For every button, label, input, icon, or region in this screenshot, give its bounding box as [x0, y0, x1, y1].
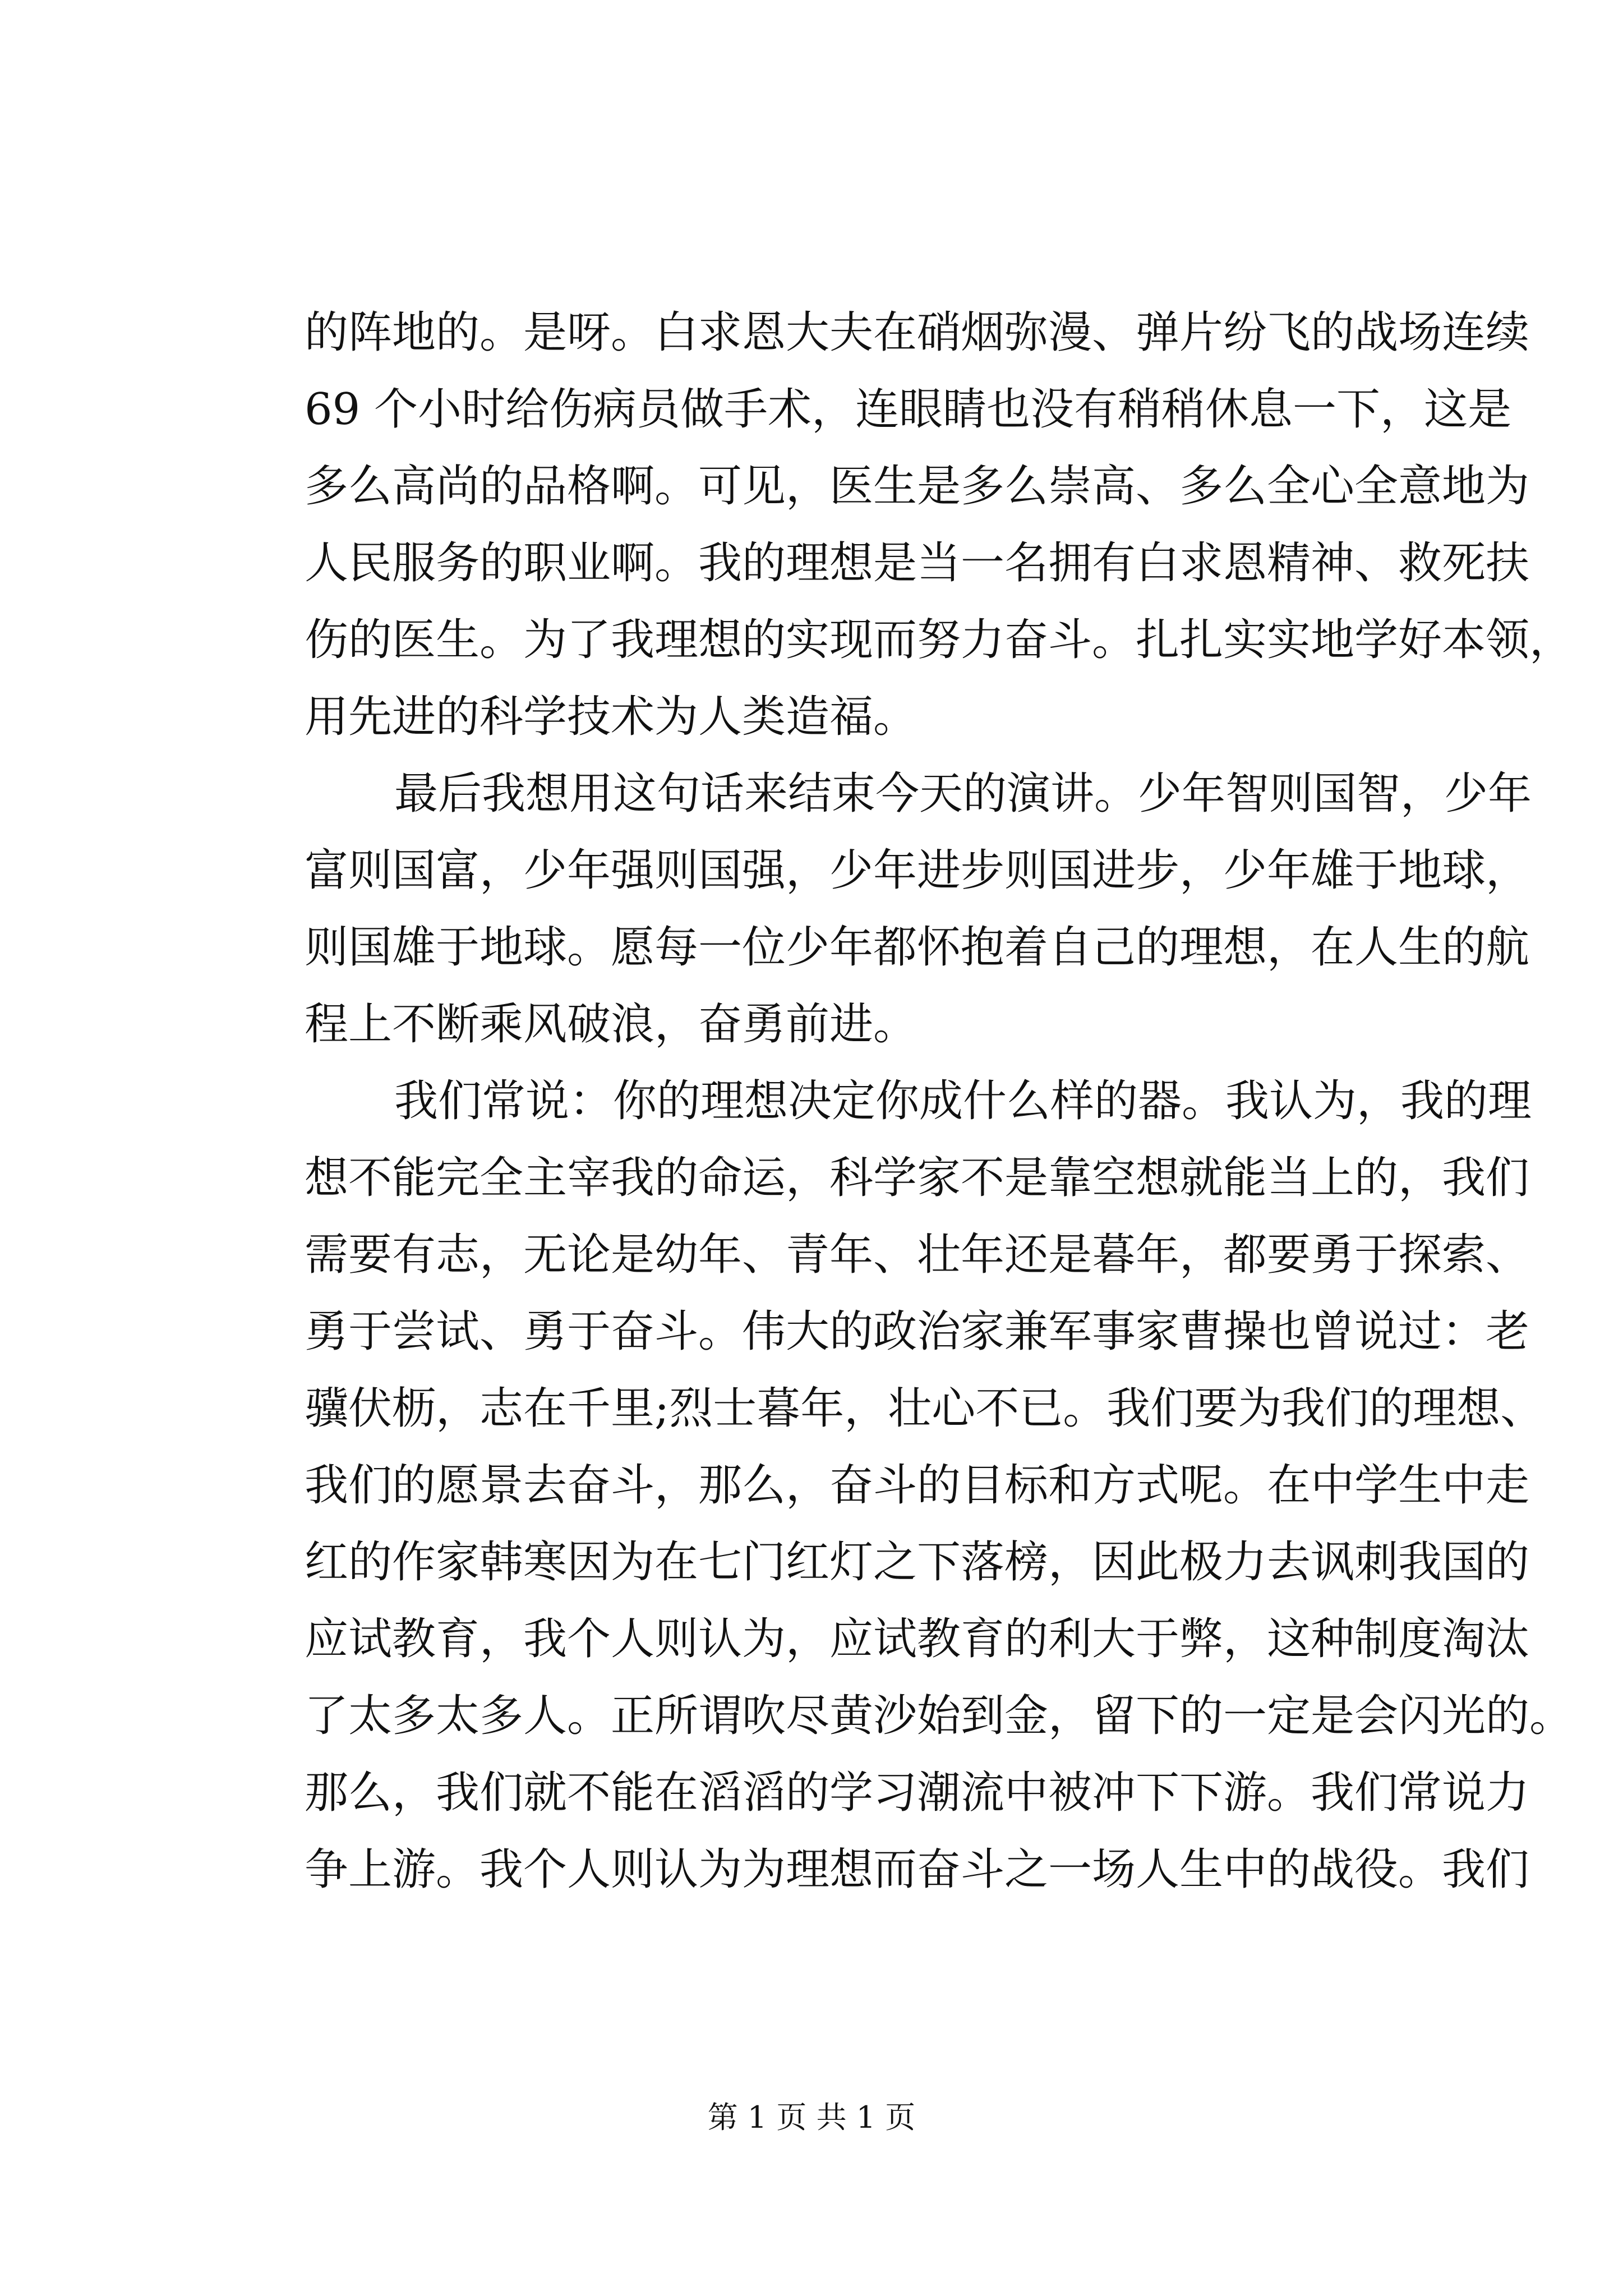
text-line: 用先进的科学技术为人类造福。: [305, 692, 917, 742]
text-line: 多么高尚的品格啊。可见，医生是多么崇高、多么全心全意地为: [305, 461, 1530, 512]
text-line: 最后我想用这句话来结束今天的演讲。少年智则国智，少年: [394, 769, 1532, 819]
text-line: 那么，我们就不能在滔滔的学习潮流中被冲下下游。我们常说力: [305, 1768, 1530, 1818]
text-line: 则国雄于地球。愿每一位少年都怀抱着自己的理想，在人生的航: [305, 922, 1530, 973]
text-line: 程上不断乘风破浪，奋勇前进。: [305, 999, 917, 1050]
page-footer: 第 1 页 共 1 页: [707, 2100, 916, 2135]
text-line: 人民服务的职业啊。我的理想是当一名拥有白求恩精神、救死扶: [305, 538, 1530, 588]
text-line: 争上游。我个人则认为为理想而奋斗之一场人生中的战役。我们: [305, 1844, 1530, 1895]
text-line: 需要有志，无论是幼年、青年、壮年还是暮年，都要勇于探索、: [305, 1230, 1530, 1280]
text-line: 富则国富，少年强则国强，少年进步则国进步，少年雄于地球，: [305, 845, 1530, 896]
text-line: 了太多太多人。正所谓吹尽黄沙始到金，留下的一定是会闪光的。: [305, 1691, 1574, 1741]
text-line: 应试教育，我个人则认为，应试教育的利大于弊，这种制度淘汰: [305, 1614, 1530, 1664]
text-line: 我们的愿景去奋斗，那么，奋斗的目标和方式呢。在中学生中走: [305, 1460, 1530, 1511]
text-line: 的阵地的。是呀。白求恩大夫在硝烟弥漫、弹片纷飞的战场连续: [305, 307, 1530, 358]
body-text: [305, 295, 1574, 1908]
text-line: 我们常说：你的理想决定你成什么样的器。我认为，我的理: [394, 1076, 1532, 1126]
text-line: 想不能完全主宰我的命运，科学家不是靠空想就能当上的，我们: [305, 1153, 1530, 1203]
text-line: 69 个小时给伤病员做手术，连眼睛也没有稍稍休息一下，这是: [305, 384, 1512, 435]
text-line: 伤的医生。为了我理想的实现而努力奋斗。扎扎实实地学好本领，: [305, 615, 1574, 665]
text-line: 勇于尝试、勇于奋斗。伟大的政治家兼军事家曹操也曾说过：老: [305, 1306, 1530, 1357]
text-line: 红的作家韩寒因为在七门红灯之下落榜，因此极力去讽刺我国的: [305, 1537, 1530, 1588]
text-line: 骥伏枥，志在千里;烈士暮年，壮心不已。我们要为我们的理想、: [305, 1383, 1544, 1434]
